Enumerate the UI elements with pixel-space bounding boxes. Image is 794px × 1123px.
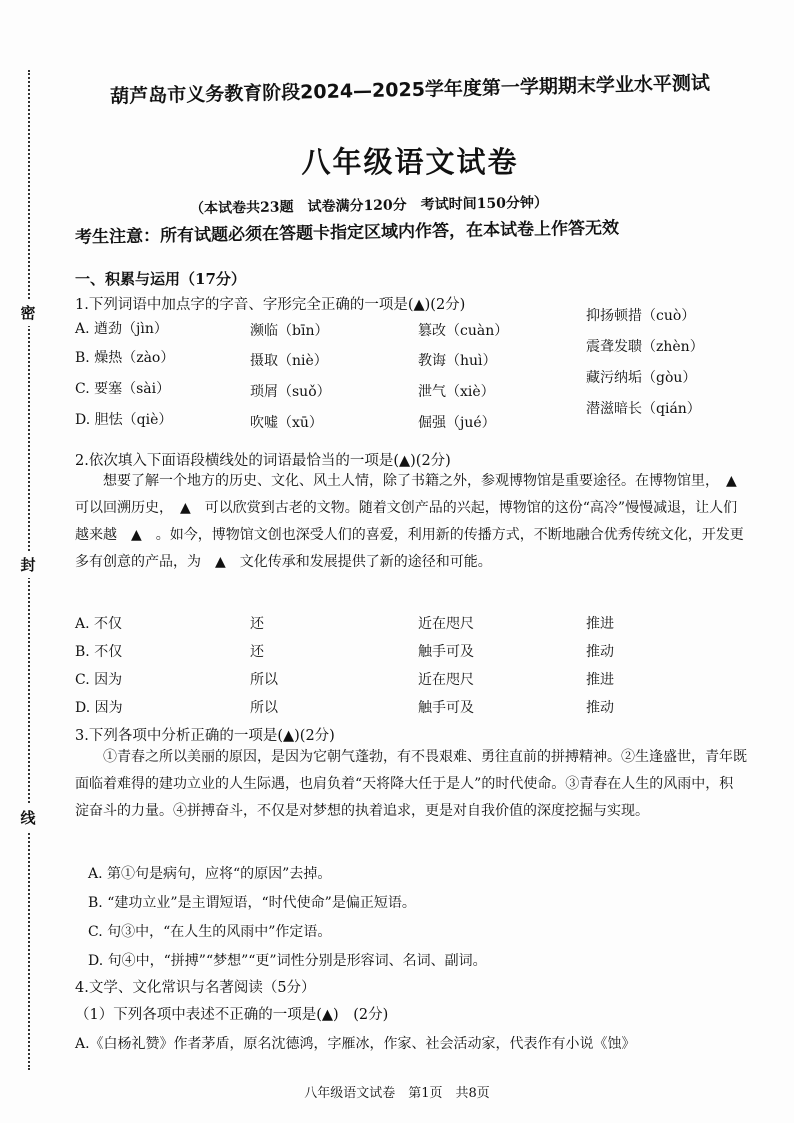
q3-option-c: C. 句③中，“在人生的风雨中”作定语。 [88,924,332,940]
q3-option-a: A. 第①句是病句，应将“的原因”去掉。 [88,866,332,882]
q1-b-4: 震聋发聩（zhèn） [586,339,704,355]
q2-b-3: 触手可及 [418,644,474,660]
q1-b-3: 教诲（huì） [418,353,497,369]
q3-option-d: D. 句④中，“拼搏”“梦想”“更”词性分别是形容词、名词、副词。 [88,953,487,969]
q2-a-3: 近在咫尺 [418,616,474,632]
q4-option-a: A.《白杨礼赞》作者茅盾，原名沈德鸿，字雁冰，作家、社会活动家，代表作有小说《蚀》 [75,1036,636,1052]
q2-c-3: 近在咫尺 [418,672,474,688]
exam-meta: （本试卷共23题 试卷满分120分 考试时间150分钟） [189,194,549,218]
seal-mark-mi: 密 [16,300,40,326]
q1-d-4: 潜滋暗长（qián） [586,401,701,417]
q1-a-4: 抑扬顿措（cuò） [586,308,696,324]
q1-d-3: 倔强（jué） [418,415,496,431]
exam-title: 葫芦岛市义务教育阶段2024—2025学年度第一学期期末学业水平测试 [109,72,711,108]
q2-a-4: 推进 [586,616,614,632]
q4-sub1: （1）下列各项中表述不正确的一项是(▲) (2分) [75,1007,389,1023]
q1-a-3: 篡改（cuàn） [418,323,509,339]
q2-c-2: 所以 [250,672,278,688]
exam-subtitle: 八年级语文试卷 [301,145,519,179]
q1-d-2: 吹嘘（xū） [250,415,323,431]
q1-stem: 1.下列词语中加点字的字音、字形完全正确的一项是(▲)(2分) [75,297,466,313]
q2-c-4: 推进 [586,672,614,688]
q2-b-1: B. 不仅 [75,644,123,660]
exam-notice: 考生注意：所有试题必须在答题卡指定区域内作答，在本试卷上作答无效 [74,218,620,248]
q1-a-2: 濒临（bīn） [250,323,329,339]
q1-c-4: 藏污纳垢（gòu） [586,370,697,386]
q2-b-4: 推动 [586,644,614,660]
q1-b-2: 摄取（niè） [250,353,328,369]
q2-stem: 2.依次填入下面语段横线处的词语最恰当的一项是(▲)(2分) [75,453,451,469]
q1-d-1: D. 胆怯（qiè） [75,412,173,428]
q4-stem: 4.文学、文化常识与名著阅读（5分） [75,980,316,996]
q2-passage: 想要了解一个地方的历史、文化、风土人情，除了书籍之外，参观博物馆是重要途径。在博物馆里， ▲ 可以回溯历史， ▲ 可以欣赏到古老的文物。随着文创产品的兴起，博物馆的这份“高冷”慢慢减退，让人们越来越 ▲ 。如今，博物馆文创也深受人们的喜爱，利用新的传播方式，不断地融合优秀传统文化，开发更多有创意的产品，为 ▲ 文化传承和发展提供了新的途径和可能。 [75,473,751,570]
q2-b-2: 还 [250,644,264,660]
q1-c-2: 琐屑（suǒ） [250,384,331,400]
q2-a-2: 还 [250,616,264,632]
q2-d-2: 所以 [250,700,278,716]
q2-d-4: 推动 [586,700,614,716]
q1-c-1: C. 要塞（sài） [75,381,171,397]
page-footer: 八年级语文试卷 第1页 共8页 [304,1086,490,1101]
q1-a-1: A. 遒劲（jìn） [75,321,168,337]
seal-mark-feng: 封 [16,552,40,578]
seal-mark-xian: 线 [16,805,40,831]
q2-a-1: A. 不仅 [75,616,123,632]
q2-c-1: C. 因为 [75,672,123,688]
q1-b-1: B. 燥热（zào） [75,350,175,366]
q2-d-1: D. 因为 [75,700,123,716]
q3-stem: 3.下列各项中分析正确的一项是(▲)(2分) [75,728,335,744]
q2-d-3: 触手可及 [418,700,474,716]
section-title: 一、积累与运用（17分） [75,270,246,288]
q1-c-3: 泄气（xiè） [418,384,495,400]
q3-passage: ①青春之所以美丽的原因，是因为它朝气蓬勃，有不畏艰难、勇往直前的拼搏精神。②生逢盛世，青年既面临着难得的建功立业的人生际遇，也肩负着“天将降大任于是人”的时代使命。③青春在人生的风雨中，积淀奋斗的力量。④拼搏奋斗，不仅是对梦想的执着追求，更是对自我价值的深度挖掘与实现。 [75,749,747,819]
q3-option-b: B. “建功立业”是主谓短语，“时代使命”是偏正短语。 [88,895,416,911]
